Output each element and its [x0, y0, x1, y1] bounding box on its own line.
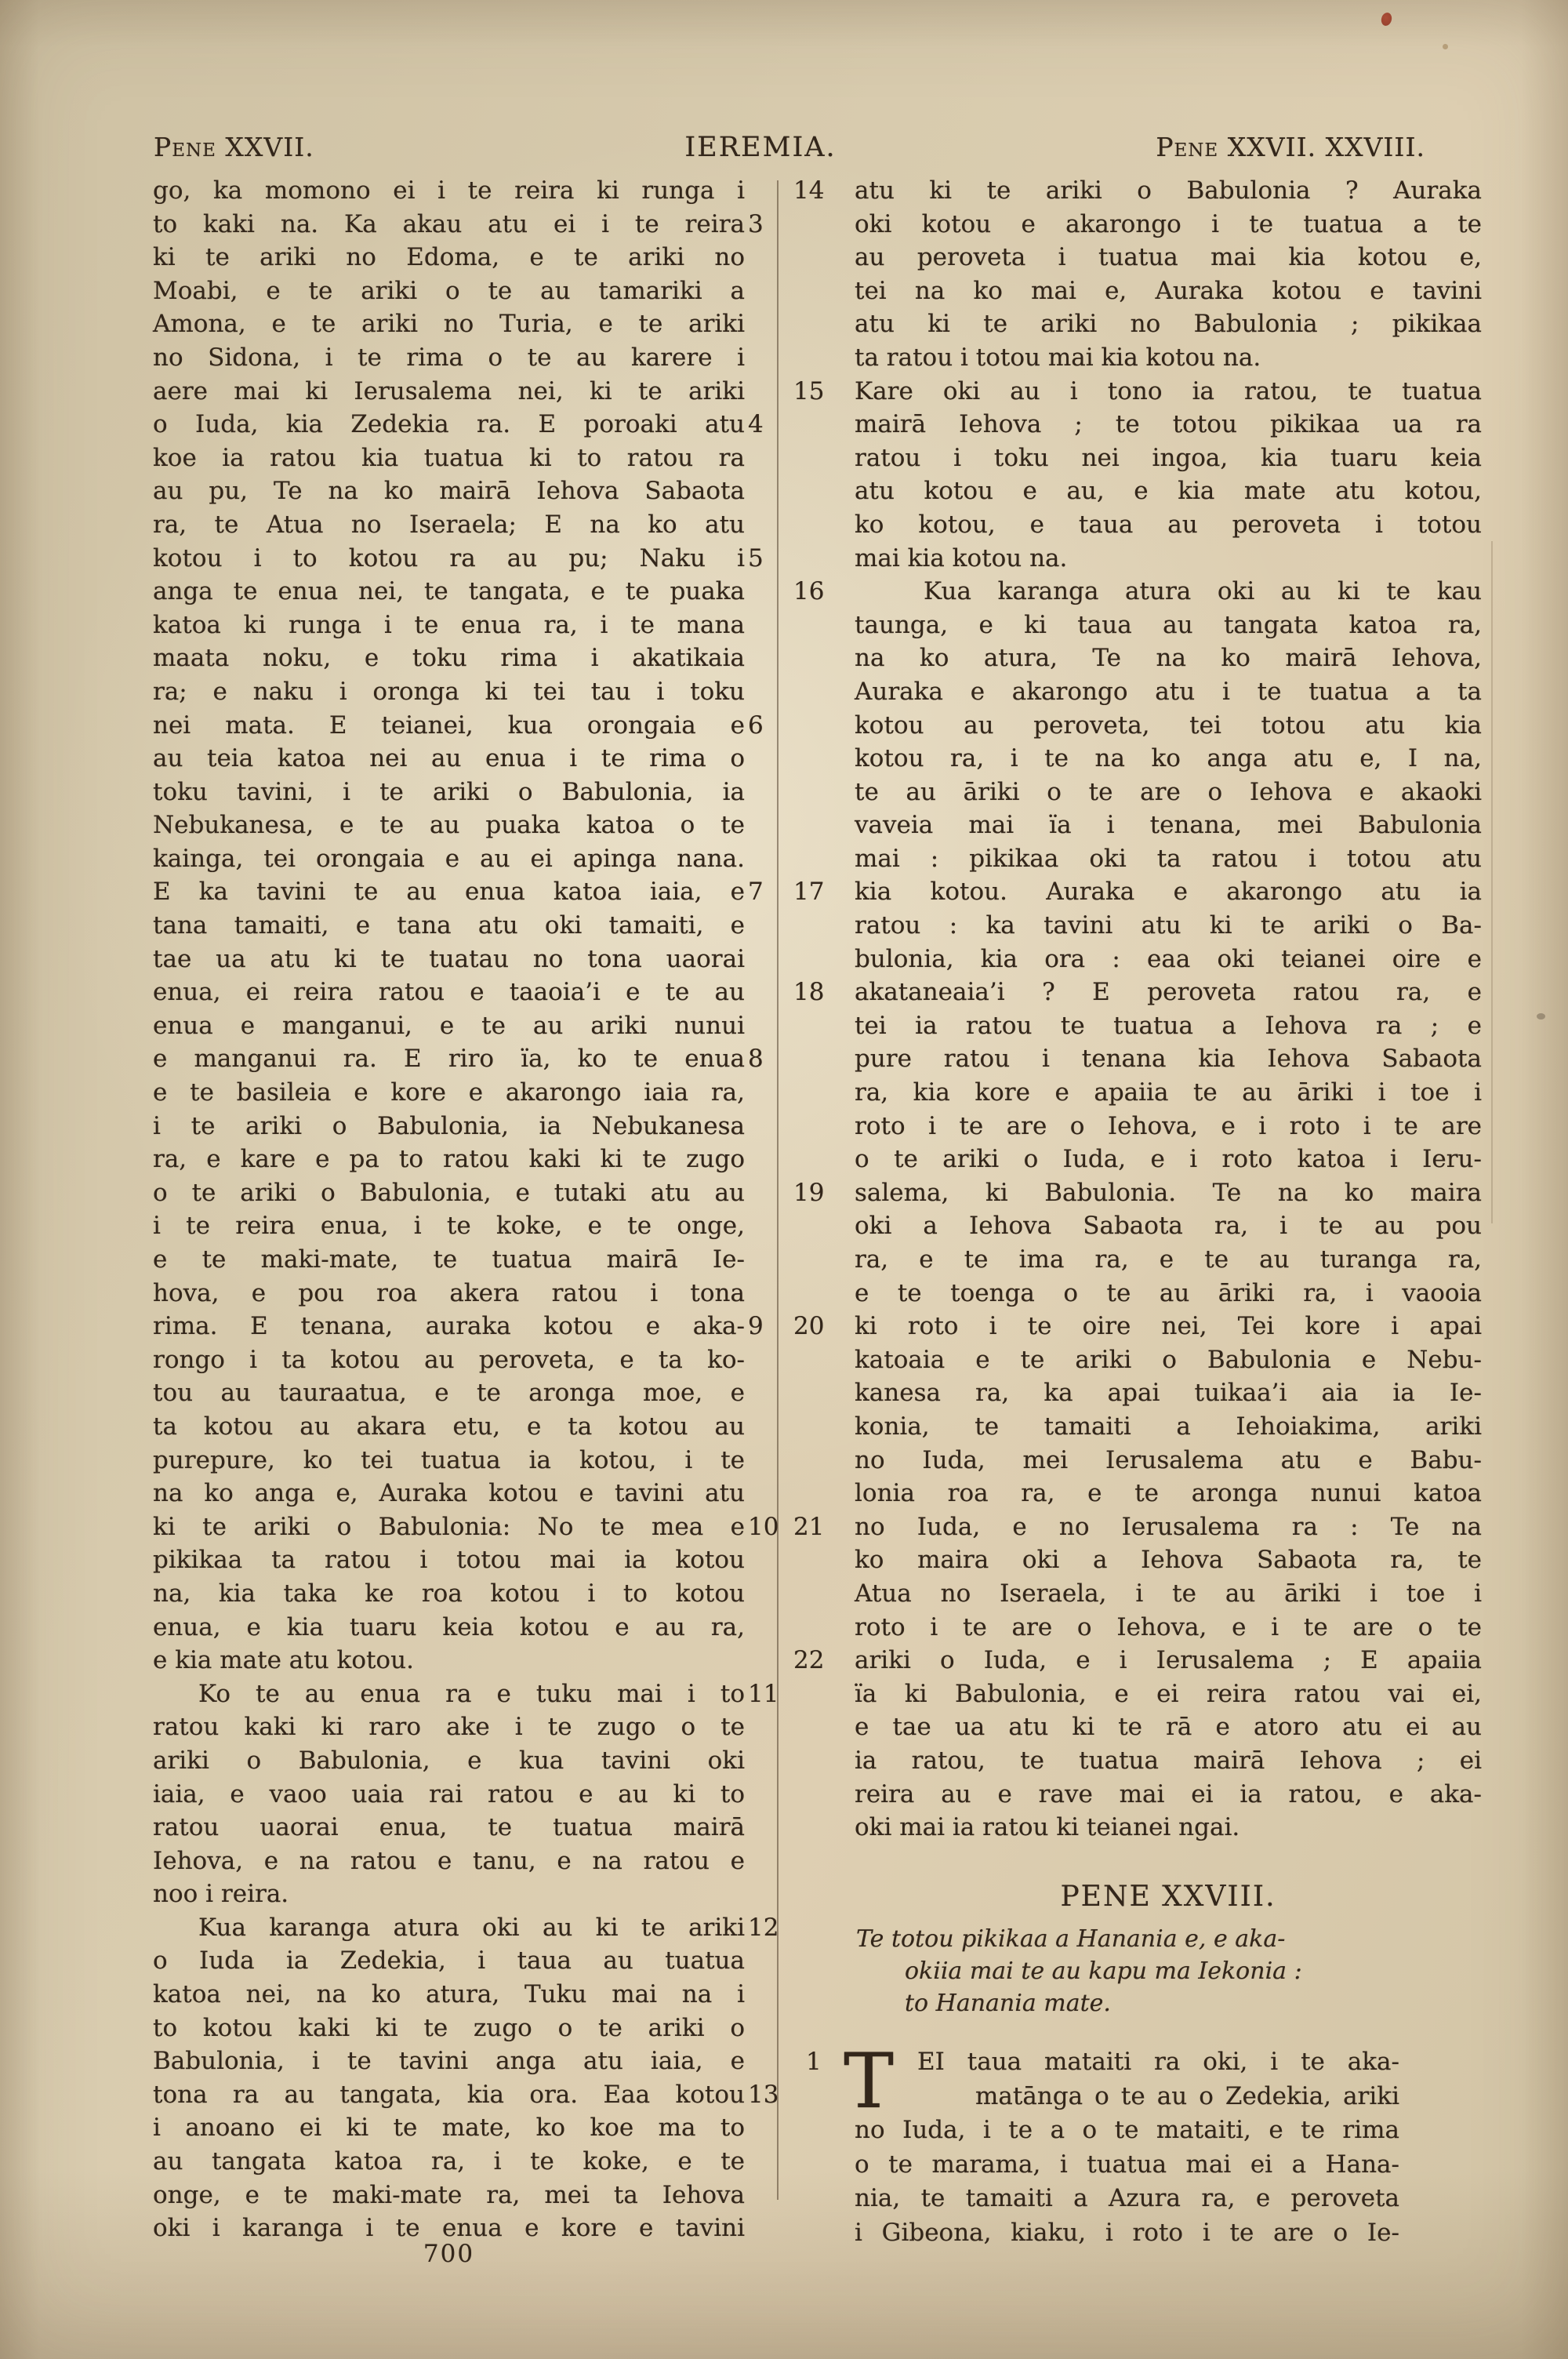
text-line — [153, 742, 745, 776]
paper-smudge — [1537, 1013, 1545, 1020]
text-line — [855, 2148, 1399, 2183]
text-line-content: go, ka momono ei i te reira ki runga i — [153, 176, 745, 205]
text-line — [855, 1444, 1482, 1478]
text-line-content: rima. E tenana, auraka kotou e aka- — [153, 1312, 745, 1341]
text-line-content: no Iuda, i te a o te mataiti, e te rima — [855, 2116, 1399, 2144]
text-line — [153, 1644, 745, 1677]
text-line-content: i anoano ei ki te mate, ko koe ma to — [153, 2114, 745, 2143]
text-line-content: ko maira oki a Iehova Sabaota ra, te — [855, 1546, 1482, 1575]
text-line-content: au teia katoa nei au enua i te rima o — [153, 744, 745, 773]
text-line — [855, 1410, 1482, 1444]
text-line — [793, 875, 1482, 909]
text-line — [855, 842, 1482, 876]
verse-number: 20 — [793, 1312, 825, 1341]
text-line-content: iaia, e vaoo uaia rai ratou e au ki to — [153, 1779, 745, 1808]
text-line — [855, 1543, 1482, 1577]
text-line — [153, 2012, 745, 2045]
text-line — [153, 1877, 745, 1911]
verse-number: 3 — [748, 209, 764, 238]
text-line-content: Amona, e te ariki no Turia, e te ariki — [153, 310, 745, 339]
text-line-content: rongo i ta kotou au peroveta, e ta ko- — [153, 1345, 745, 1374]
text-line — [793, 1644, 1482, 1677]
text-line — [153, 809, 745, 842]
text-line-content: atu ki te ariki o Babulonia ? Auraka — [855, 176, 1482, 205]
text-line-content: ra, e kare e pa to ratou kaki ki te zugo — [153, 1145, 745, 1174]
text-line — [153, 909, 745, 943]
text-line-content: ki te ariki no Edoma, e te ariki no — [153, 243, 745, 272]
text-line — [855, 442, 1482, 475]
text-line-content: o Iuda, kia Zedekia ra. E poroaki atu — [153, 410, 745, 439]
text-line-content: ta ratou i totou mai kia kotou na. — [855, 343, 1261, 372]
text-line — [855, 1277, 1482, 1310]
text-line — [153, 1477, 745, 1510]
verse-number: 19 — [793, 1178, 825, 1207]
text-line — [153, 375, 745, 409]
text-line-content: mairā Iehova ; te totou pikikaa ua ra — [855, 410, 1482, 439]
text-line-content: EI taua mataiti ra oki, i te aka- — [917, 2048, 1399, 2076]
text-line-content: Auraka e akarongo atu i te tuatua a ta — [855, 677, 1482, 706]
text-line — [855, 2045, 1399, 2080]
text-line — [153, 1611, 745, 1645]
text-line — [793, 375, 1482, 409]
text-line-content: kotou au peroveta, tei totou atu kia — [855, 711, 1482, 740]
text-line — [153, 174, 745, 208]
text-line-content: tou au tauraatua, e te aronga moe, e — [153, 1379, 745, 1408]
text-line-content: maata noku, e toku rima i akatikaia — [153, 644, 745, 673]
text-line-content: toku tavini, i te ariki o Babulonia, ia — [153, 777, 745, 806]
text-line-content: ia ratou, te tuatua mairā Iehova ; ei — [855, 1746, 1482, 1775]
text-line — [153, 1277, 745, 1310]
text-line — [855, 508, 1482, 542]
verse-number: 15 — [793, 376, 825, 405]
text-line-content: Nebukanesa, e te au puaka katoa o te — [153, 811, 745, 840]
text-line-content: kotou i to kotou ra au pu; Naku i — [153, 543, 745, 572]
text-line — [855, 1143, 1482, 1176]
text-line — [153, 943, 745, 976]
text-line-content: Iehova, e na ratou e tanu, e na ratou e — [153, 1846, 745, 1875]
text-line — [855, 909, 1482, 943]
text-line — [855, 1677, 1482, 1711]
summary-line-content: okiia mai te au kapu ma Iekonia : — [905, 1957, 1302, 1985]
text-line-content: oki i karanga i te enua e kore e tavini — [153, 2214, 745, 2243]
text-line — [153, 1677, 779, 1711]
text-line-content: pikikaa ta ratou i totou mai ia kotou — [153, 1546, 745, 1575]
text-line — [855, 709, 1482, 743]
text-line — [153, 1110, 745, 1143]
text-line — [855, 542, 1482, 576]
red-ink-speck — [1380, 12, 1393, 27]
text-line — [153, 875, 764, 909]
text-line — [153, 2045, 745, 2078]
text-line-content: no Iuda, mei Ierusalema atu e Babu- — [855, 1445, 1482, 1474]
text-line — [855, 2114, 1399, 2148]
text-line — [855, 943, 1482, 976]
text-line-content: o te marama, i tuatua mai ei a Hana- — [855, 2150, 1399, 2179]
text-line-content: oki kotou e akarongo i te tuatua a te — [855, 209, 1482, 238]
text-line — [855, 809, 1482, 842]
verse-number: 14 — [793, 176, 825, 205]
text-line-content: i te ariki o Babulonia, ia Nebukanesa — [153, 1111, 745, 1140]
verse-number: 4 — [748, 410, 764, 439]
text-line-content: ra, te Atua no Iseraela; E na ko atu — [153, 510, 745, 539]
text-line — [153, 274, 745, 308]
text-line — [855, 742, 1482, 776]
text-line-content: ratou kaki ki raro ake i te zugo o te — [153, 1713, 745, 1742]
text-line-content: na ko atura, Te na ko mairā Iehova, — [855, 644, 1482, 673]
text-line — [855, 2216, 1399, 2251]
text-line-content: atu kotou e au, e kia mate atu kotou, — [855, 477, 1482, 506]
summary-line-content: Te totou pikikaa a Hanania e, e aka- — [856, 1925, 1286, 1953]
text-line-content: kotou ra, i te na ko anga atu e, I na, — [855, 744, 1482, 773]
text-line-content: e te basileia e kore e akarongo iaia ra, — [153, 1078, 745, 1107]
book-title: IEREMIA. — [684, 132, 837, 163]
text-line — [153, 1243, 745, 1277]
text-line — [855, 1376, 1482, 1410]
text-line — [153, 208, 764, 242]
text-line — [855, 1477, 1482, 1510]
text-line — [153, 609, 745, 642]
paper-speck — [1443, 44, 1448, 49]
text-line — [855, 1110, 1482, 1143]
text-line-content: tei ia ratou te tuatua a Iehova ra ; e — [855, 1011, 1482, 1040]
text-line-content: lonia roa ra, e te aronga nunui katoa — [855, 1479, 1482, 1508]
text-line — [153, 1577, 745, 1611]
text-line-content: Babulonia, i te tavini anga atu iaia, e — [153, 2047, 745, 2076]
text-line — [153, 675, 745, 709]
text-line — [793, 976, 1482, 1009]
text-line-content: matānga o te au o Zedekia, ariki — [975, 2081, 1399, 2110]
text-line — [793, 575, 1482, 609]
text-line — [855, 1611, 1482, 1645]
text-line-content: mai kia kotou na. — [855, 543, 1068, 572]
text-line — [153, 1744, 745, 1778]
text-line-content: ra, kia kore e apaiia te au āriki i toe i — [855, 1078, 1482, 1107]
text-line-content: ki te ariki o Babulonia: No te mea e — [153, 1512, 745, 1541]
text-line — [793, 1510, 1482, 1544]
summary-line — [856, 1955, 1475, 1987]
running-head-left: Pene XXVII. — [154, 132, 314, 162]
text-line — [153, 442, 745, 475]
text-line — [153, 2111, 745, 2145]
text-line-content: enua e manganui, e te au ariki nunui — [153, 1011, 745, 1040]
text-line — [153, 1076, 745, 1110]
text-line-content: tana tamaiti, e tana atu oki tamaiti, e — [153, 911, 745, 940]
text-line — [153, 976, 745, 1009]
text-line-content: Kua karanga atura oki au ki te kau — [924, 577, 1482, 606]
column-divider-rule — [777, 180, 779, 2200]
left-column — [153, 174, 779, 2245]
text-line — [855, 408, 1482, 442]
text-line-content: e tae ua atu ki te rā e atoro atu ei au — [855, 1713, 1482, 1742]
text-line — [855, 1577, 1482, 1611]
text-line — [153, 241, 745, 274]
text-line-content: e kia mate atu kotou. — [153, 1646, 414, 1675]
text-line-content: to kotou kaki ki te zugo o te ariki o — [153, 2013, 745, 2042]
text-line — [153, 1444, 745, 1478]
drop-cap-initial: T — [844, 2037, 895, 2125]
text-line — [153, 1209, 745, 1243]
text-line — [153, 642, 745, 675]
text-line-content: aere mai ki Ierusalema nei, ki te ariki — [153, 376, 745, 405]
text-line — [153, 1176, 745, 1210]
text-line-content: oki a Iehova Sabaota ra, i te au pou — [855, 1212, 1482, 1241]
verse-number: 16 — [793, 577, 825, 606]
text-line-content: Kua karanga atura oki au ki te ariki — [198, 1913, 745, 1942]
text-line-content: purepure, ko tei tuatua ia kotou, i te — [153, 1445, 745, 1474]
text-line-content: ta kotou au akara etu, e ta kotou au — [153, 1412, 745, 1441]
text-line-content: o te ariki o Babulonia, e tutaki atu au — [153, 1178, 745, 1207]
text-line-content: roto i te are o Iehova, e i te are o te — [855, 1612, 1482, 1641]
text-line-content: kainga, tei orongaia e au ei apinga nana. — [153, 844, 745, 873]
text-line-content: ko kotou, e taua au peroveta i totou — [855, 510, 1482, 539]
text-line-content: ra, e te ima ra, e te au turanga ra, — [855, 1245, 1482, 1274]
text-line-content: anga te enua nei, te tangata, e te puaka — [153, 577, 745, 606]
verse-number: 5 — [748, 543, 764, 572]
text-line-content: Kare oki au i tono ia ratou, te tuatua — [855, 376, 1482, 405]
running-head-right: Pene XXVII. XXVIII. — [1156, 132, 1425, 162]
text-line-content: tae ua atu ki te tuatau no tona uaorai — [153, 944, 745, 973]
text-line-content: o te ariki o Iuda, e i roto katoa i Ieru- — [855, 1145, 1482, 1174]
text-line — [153, 842, 745, 876]
verse-number: 18 — [793, 978, 825, 1007]
text-line — [153, 776, 745, 809]
text-line — [153, 341, 745, 375]
verse-1-lines — [855, 2045, 1399, 2250]
text-line-content: Ko te au enua ra e tuku mai i to — [198, 1679, 745, 1708]
text-line-content: tei na ko mai e, Auraka kotou e tavini — [855, 276, 1482, 305]
text-line — [855, 1042, 1482, 1076]
text-line-content: ratou i toku nei ingoa, kia tuaru keia — [855, 443, 1482, 472]
text-line-content: Moabi, e te ariki o te au tamariki a — [153, 276, 745, 305]
page-number: 700 — [423, 2240, 475, 2268]
text-line — [855, 675, 1482, 709]
text-line — [153, 1710, 745, 1744]
verse-1-block — [806, 2037, 1399, 2250]
right-column — [793, 174, 1482, 1845]
verse-number: 13 — [748, 2080, 779, 2109]
text-line-content: no Sidona, i te rima o te au karere i — [153, 343, 745, 372]
verse-number: 22 — [793, 1646, 825, 1675]
text-line-content: au tangata katoa ra, i te koke, e te — [153, 2147, 745, 2176]
text-line — [153, 1543, 745, 1577]
text-line-content: nei mata. E teianei, kua orongaia e — [153, 711, 745, 740]
text-line — [153, 1811, 745, 1845]
text-line — [855, 1076, 1482, 1110]
summary-line — [856, 1923, 1475, 1955]
text-line-content: vaveia mai ïa i tenana, mei Babulonia — [855, 811, 1482, 840]
verse-number: 10 — [748, 1512, 779, 1541]
text-line-content: reira au e rave mai ei ia ratou, e aka- — [855, 1779, 1482, 1808]
text-line-content: roto i te are o Iehova, e i roto i te are — [855, 1111, 1482, 1140]
text-line-content: e te maki-mate, te tuatua mairā Ie- — [153, 1245, 745, 1274]
verse-number: 17 — [793, 878, 825, 907]
text-line-content: ra; e naku i oronga ki tei tau i toku — [153, 677, 745, 706]
text-line — [855, 341, 1482, 375]
text-line — [855, 1811, 1482, 1845]
text-line — [153, 2145, 745, 2179]
text-line — [153, 1410, 745, 1444]
verse-number: 9 — [748, 1312, 764, 1341]
text-line — [855, 1009, 1482, 1043]
text-line — [855, 642, 1482, 675]
text-line — [793, 1310, 1482, 1343]
summary-line-content: to Hanania mate. — [905, 1990, 1111, 2017]
text-line — [153, 1944, 745, 1978]
verse-number: 7 — [748, 878, 764, 907]
text-line — [153, 542, 764, 576]
text-line-content: atu ki te ariki no Babulonia ; pikikaa — [855, 310, 1482, 339]
text-line — [153, 1343, 745, 1377]
text-line-content: mai : pikikaa oki ta ratou i totou atu — [855, 844, 1482, 873]
summary-line — [856, 1987, 1475, 2019]
text-line — [855, 1343, 1482, 1377]
text-line-content: noo i reira. — [153, 1880, 289, 1909]
chapter-heading: PENE XXVIII. — [1060, 1881, 1276, 1913]
text-line — [855, 307, 1482, 341]
text-line — [855, 241, 1482, 274]
text-line-content: Atua no Iseraela, i te au āriki i toe i — [855, 1579, 1482, 1608]
text-line-content: ïa ki Babulonia, e ei reira ratou vai ei, — [855, 1679, 1482, 1708]
text-line-content: te au āriki o te are o Iehova e akaoki — [855, 777, 1482, 806]
text-line — [855, 1778, 1482, 1812]
text-line — [153, 408, 764, 442]
text-line-content: hova, e pou roa akera ratou i tona — [153, 1278, 745, 1307]
text-line — [855, 274, 1482, 308]
verse-number: 8 — [748, 1045, 764, 1074]
text-line-content: nia, te tamaiti a Azura ra, e peroveta — [855, 2184, 1399, 2212]
page-edge-scratch — [1491, 541, 1493, 1223]
text-line-content: akataneaia’i ? E peroveta ratou ra, e — [855, 978, 1482, 1007]
text-line-content: ariki o Babulonia, e kua tavini oki — [153, 1746, 745, 1775]
text-line-content: taunga, e ki taua au tangata katoa ra, — [855, 610, 1482, 639]
text-line — [153, 1143, 745, 1176]
text-line-content: katoa ki runga i te enua ra, i te mana — [153, 610, 745, 639]
text-line — [153, 709, 764, 743]
text-line-content: kia kotou. Auraka e akarongo atu ia — [855, 878, 1482, 907]
text-line — [153, 1911, 779, 1945]
text-line — [793, 174, 1482, 208]
text-line — [855, 208, 1482, 242]
text-line-content: enua, e kia tuaru keia kotou e au ra, — [153, 1612, 745, 1641]
text-line-content: ratou : ka tavini atu ki te ariki o Ba- — [855, 911, 1482, 940]
text-line-content: oki mai ia ratou ki teianei ngai. — [855, 1813, 1240, 1842]
text-line — [153, 508, 745, 542]
verse-number: 12 — [748, 1913, 779, 1942]
text-line-content: tona ra au tangata, kia ora. Eaa kotou — [153, 2080, 745, 2109]
text-line-content: ariki o Iuda, e i Ierusalema ; E apaiia — [855, 1646, 1482, 1675]
text-line — [855, 1744, 1482, 1778]
text-line-content: na ko anga e, Auraka kotou e tavini atu — [153, 1479, 745, 1508]
text-line-content: koe ia ratou kia tuatua ki to ratou ra — [153, 443, 745, 472]
text-line-content: konia, te tamaiti a Iehoiakima, ariki — [855, 1412, 1482, 1441]
text-line-content: ki roto i te oire nei, Tei kore i apai — [855, 1312, 1482, 1341]
text-line-content: katoaia e te ariki o Babulonia e Nebu- — [855, 1345, 1482, 1374]
text-line-content: E ka tavini te au enua katoa iaia, e — [153, 878, 745, 907]
text-line — [153, 1310, 764, 1343]
text-line — [153, 1376, 745, 1410]
text-line-content: ratou uaorai enua, te tuatua mairā — [153, 1813, 745, 1842]
text-line — [153, 307, 745, 341]
verse-number: 1 — [806, 2048, 822, 2076]
text-line-content: pure ratou i tenana kia Iehova Sabaota — [855, 1045, 1482, 1074]
text-line-content: o Iuda ia Zedekia, i taua au tuatua — [153, 1946, 745, 1976]
chapter-summary — [856, 1923, 1475, 2019]
text-line — [153, 1978, 745, 2012]
text-line — [153, 2179, 745, 2212]
text-line — [153, 1845, 745, 1878]
text-line — [153, 1510, 779, 1544]
text-line — [153, 2078, 779, 2112]
text-line — [855, 1710, 1482, 1744]
text-line-content: na, kia taka ke roa kotou i to kotou — [153, 1579, 745, 1608]
text-line-content: au pu, Te na ko mairā Iehova Sabaota — [153, 477, 745, 506]
text-line-content: salema, ki Babulonia. Te na ko maira — [855, 1178, 1482, 1207]
text-line-content: i Gibeona, kiaku, i roto i te are o Ie- — [855, 2218, 1399, 2247]
text-line-content: enua, ei reira ratou e taaoia’i e te au — [153, 978, 745, 1007]
text-line-content: kanesa ra, ka apai tuikaa’i aia ia Ie- — [855, 1379, 1482, 1408]
text-line-content: onge, e te maki-mate ra, mei ta Iehova — [153, 2180, 745, 2209]
text-line — [855, 609, 1482, 642]
text-line — [153, 474, 745, 508]
text-line — [855, 2182, 1399, 2216]
text-line — [153, 1009, 745, 1043]
text-line-content: e te toenga o te au āriki ra, i vaooia — [855, 1278, 1482, 1307]
text-line — [153, 1778, 745, 1812]
text-line — [855, 1243, 1482, 1277]
text-line-content: i te reira enua, i te koke, e te onge, — [153, 1212, 745, 1241]
text-line — [855, 776, 1482, 809]
text-line-content: katoa nei, na ko atura, Tuku mai na i — [153, 1980, 745, 2009]
text-line — [793, 1176, 1482, 1210]
text-line-content: to kaki na. Ka akau atu ei i te reira — [153, 209, 745, 238]
text-line — [855, 474, 1482, 508]
text-line-content: au peroveta i tuatua mai kia kotou e, — [855, 243, 1482, 272]
text-line — [153, 1042, 764, 1076]
text-line — [855, 1209, 1482, 1243]
text-line-content: e manganui ra. E riro ïa, ko te enua — [153, 1045, 745, 1074]
verse-number: 21 — [793, 1512, 825, 1541]
text-line-content: bulonia, kia ora : eaa oki teianei oire e — [855, 944, 1482, 973]
text-line — [855, 2080, 1399, 2114]
verse-number: 6 — [748, 711, 764, 740]
text-line-content: no Iuda, e no Ierusalema ra : Te na — [855, 1512, 1482, 1541]
verse-number: 11 — [748, 1679, 779, 1708]
text-line — [153, 575, 745, 609]
